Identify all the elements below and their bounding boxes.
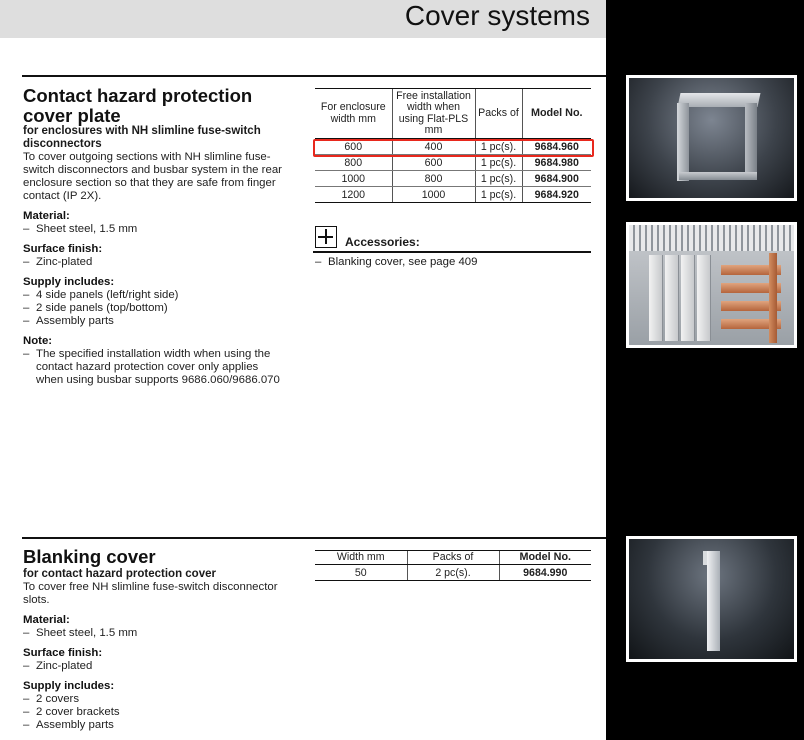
busbar bbox=[769, 253, 777, 343]
section1-title-line1: Contact hazard protection bbox=[23, 85, 253, 106]
note-text bbox=[23, 348, 282, 387]
table-cell: 800 bbox=[392, 171, 475, 187]
section1-title-line2: cover plate bbox=[23, 105, 121, 126]
blanking-cover-shape bbox=[707, 551, 720, 651]
section2-desc-line: To cover free NH slimline fuse-switch disconnector bbox=[23, 581, 278, 593]
table-header: For enclosure width mm bbox=[315, 89, 392, 139]
supply-item: – Assembly parts bbox=[23, 315, 282, 328]
fuse-switch bbox=[649, 255, 663, 341]
table-cell: 600 bbox=[392, 155, 475, 171]
supply-item: – 2 side panels (top/bottom) bbox=[23, 302, 282, 315]
material-value: – Sheet steel, 1.5 mm bbox=[23, 627, 277, 640]
spec-table-2 bbox=[315, 550, 591, 581]
table-cell: 50 bbox=[315, 565, 407, 581]
section2-details bbox=[23, 581, 277, 732]
supply-item: – Assembly parts bbox=[23, 719, 277, 732]
surface-label: Surface finish: bbox=[23, 647, 103, 659]
product-photo-installed bbox=[626, 222, 797, 348]
material-label: Material: bbox=[23, 614, 70, 626]
material-label: Material: bbox=[23, 210, 70, 222]
note-line: contact hazard protection cover only applies bbox=[36, 361, 259, 373]
section1-lead-line2: disconnectors bbox=[23, 137, 102, 150]
table-cell: 1 pc(s). bbox=[475, 155, 522, 171]
table-header: Free installation width when using Flat-PLS mm bbox=[392, 89, 475, 139]
product-photo-frame bbox=[626, 75, 797, 201]
accessories-list bbox=[315, 256, 477, 268]
table-cell: 1000 bbox=[315, 171, 392, 187]
section2-lead: for contact hazard protection cover bbox=[23, 568, 216, 580]
section1-desc-line: To cover outgoing sections with NH slimline fuse- bbox=[23, 151, 271, 163]
accessories-title: Accessories: bbox=[345, 235, 420, 249]
section1-details bbox=[23, 151, 282, 387]
fuse-switch bbox=[697, 255, 711, 341]
section-divider bbox=[22, 537, 606, 539]
table-header: Packs of bbox=[475, 89, 522, 139]
table-cell: 800 bbox=[315, 155, 392, 171]
section1-desc-line: enclosure section so that they are safe from finger bbox=[23, 177, 276, 189]
accessories-divider bbox=[313, 251, 591, 253]
section1-desc-line: switch disconnectors and busbar system in the rear bbox=[23, 164, 282, 176]
section1-desc-line: contact (IP 2X). bbox=[23, 190, 102, 202]
material-value: – Sheet steel, 1.5 mm bbox=[23, 223, 282, 236]
frame-part bbox=[679, 172, 757, 180]
table-row bbox=[315, 187, 591, 203]
page-title: Cover systems bbox=[404, 0, 590, 31]
supply-label: Supply includes: bbox=[23, 276, 115, 288]
table-cell: 600 bbox=[315, 139, 392, 155]
vent-grille bbox=[629, 225, 794, 251]
surface-value: – Zinc-plated bbox=[23, 660, 277, 673]
note-label: Note: bbox=[23, 335, 53, 347]
frame-part bbox=[677, 103, 689, 181]
section1-lead bbox=[23, 125, 261, 150]
supply-label: Supply includes: bbox=[23, 680, 115, 692]
table-header: Width mm bbox=[315, 551, 407, 565]
frame-part bbox=[745, 103, 757, 173]
supply-item: – 2 cover brackets bbox=[23, 706, 277, 719]
model-number: 9684.960 bbox=[522, 139, 591, 155]
model-number: 9684.980 bbox=[522, 155, 591, 171]
table-row bbox=[315, 171, 591, 187]
note-line: when using busbar supports 9686.060/9686.070 bbox=[36, 374, 280, 386]
table-cell: 2 pc(s). bbox=[407, 565, 499, 581]
table-header: Model No. bbox=[499, 551, 591, 565]
row-highlight-box bbox=[313, 139, 594, 157]
supply-item: – 2 covers bbox=[23, 693, 277, 706]
table-header: Model No. bbox=[522, 89, 591, 139]
table-cell: 1 pc(s). bbox=[475, 139, 522, 155]
supply-item: – 4 side panels (left/right side) bbox=[23, 289, 282, 302]
table-row bbox=[315, 565, 591, 581]
table-cell: 400 bbox=[392, 139, 475, 155]
table-cell: 1 pc(s). bbox=[475, 171, 522, 187]
section1-title bbox=[23, 86, 252, 126]
surface-label: Surface finish: bbox=[23, 243, 103, 255]
section-divider bbox=[22, 75, 606, 77]
accessory-item: – Blanking cover, see page 409 bbox=[315, 256, 477, 268]
table-cell: 1 pc(s). bbox=[475, 187, 522, 203]
product-photo-blanking-cover bbox=[626, 536, 797, 662]
surface-value: – Zinc-plated bbox=[23, 256, 282, 269]
note-line: – The specified installation width when using the bbox=[36, 348, 271, 360]
header-band bbox=[0, 0, 606, 38]
table-cell: 1000 bbox=[392, 187, 475, 203]
plus-icon bbox=[315, 226, 337, 248]
model-number: 9684.920 bbox=[522, 187, 591, 203]
section2-desc-line: slots. bbox=[23, 594, 50, 606]
fuse-switch bbox=[665, 255, 679, 341]
model-number: 9684.990 bbox=[499, 565, 591, 581]
model-number: 9684.900 bbox=[522, 171, 591, 187]
section2-title: Blanking cover bbox=[23, 546, 156, 567]
section1-lead-line1: for enclosures with NH slimline fuse-switch bbox=[23, 125, 261, 137]
table-header: Packs of bbox=[407, 551, 499, 565]
table-cell: 1200 bbox=[315, 187, 392, 203]
fuse-switch bbox=[681, 255, 695, 341]
